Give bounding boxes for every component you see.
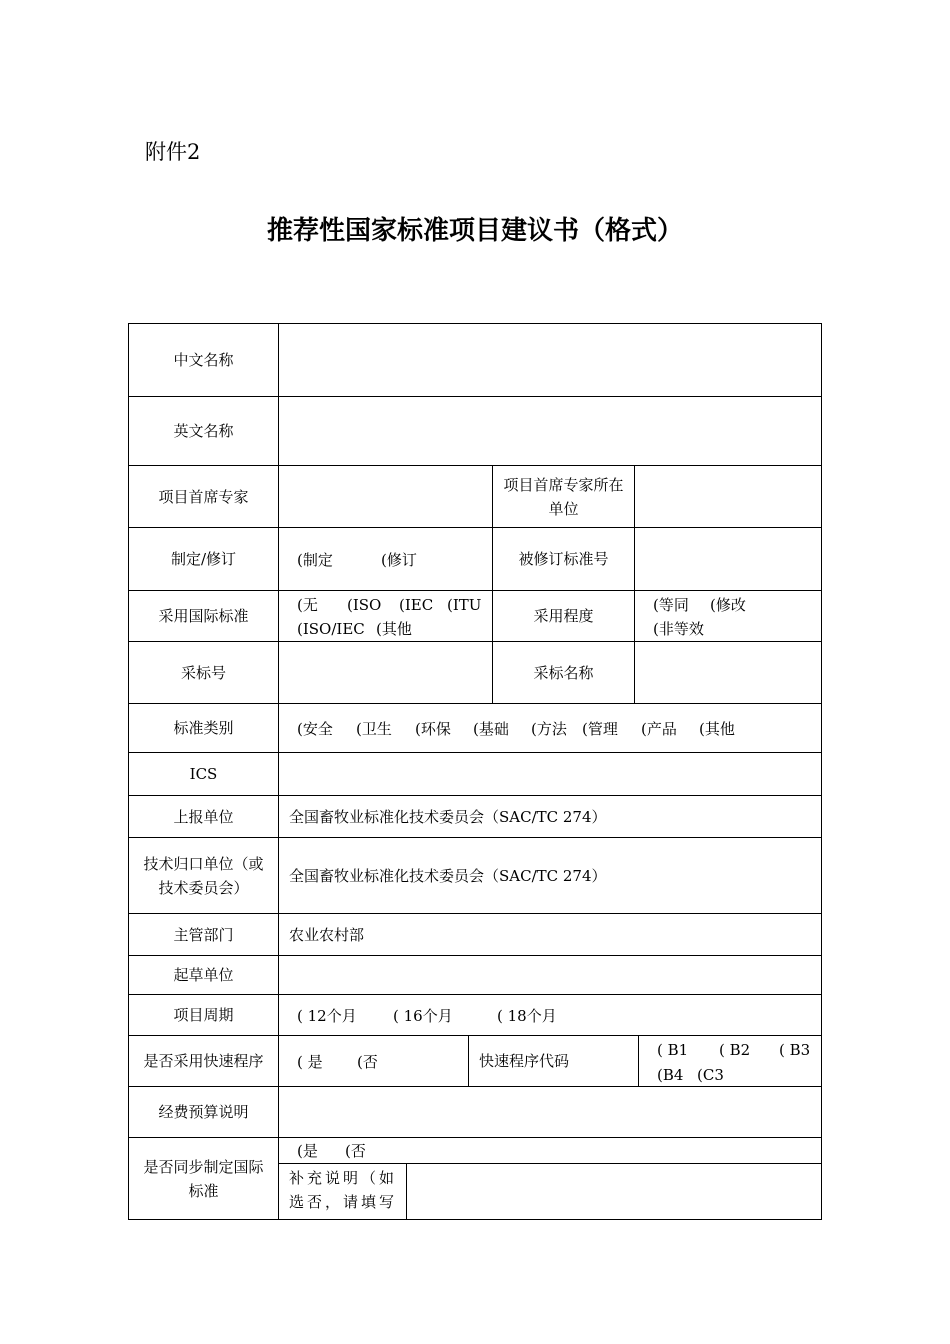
option-product[interactable]: (产品 <box>641 720 677 738</box>
budget-field[interactable] <box>278 1086 822 1138</box>
option-basic[interactable]: (基础 <box>473 720 509 738</box>
intl-std-label: 采用国际标准 <box>128 590 279 642</box>
budget-label: 经费预算说明 <box>128 1086 279 1138</box>
name-cn-field[interactable] <box>278 323 822 397</box>
period-label: 项目周期 <box>128 994 279 1036</box>
option-modified[interactable]: (修改 <box>710 596 746 614</box>
name-en-label: 英文名称 <box>128 396 279 466</box>
ics-field[interactable] <box>278 752 822 796</box>
intl-std-options <box>278 590 493 642</box>
adopted-name-field[interactable] <box>634 641 822 704</box>
fast-track-options <box>278 1035 469 1087</box>
fast-code-label: 快速程序代码 <box>468 1035 639 1087</box>
attachment-label: 附件2 <box>145 140 201 164</box>
revised-std-no-label: 被修订标准号 <box>492 527 635 591</box>
adopted-name-label: 采标名称 <box>492 641 635 704</box>
option-b4[interactable]: (B4 <box>657 1066 684 1084</box>
option-iso-iec[interactable]: (ISO/IEC <box>297 620 365 638</box>
option-b2[interactable]: ( B2 <box>719 1041 751 1059</box>
option-revise[interactable]: (修订 <box>381 551 417 569</box>
revised-std-no-field[interactable] <box>634 527 822 591</box>
option-method[interactable]: (方法 <box>531 720 567 738</box>
option-sync-no[interactable]: (否 <box>345 1142 366 1160</box>
report-unit-field[interactable]: 全国畜牧业标准化技术委员会（SAC/TC 274） <box>278 795 822 838</box>
option-itu[interactable]: (ITU <box>447 596 482 614</box>
adopted-no-field[interactable] <box>278 641 493 704</box>
dept-label: 主管部门 <box>128 913 279 956</box>
chief-expert-unit-label: 项目首席专家所在单位 <box>492 465 635 528</box>
drafter-field[interactable] <box>278 955 822 995</box>
sync-intl-label: 是否同步制定国际标准 <box>128 1137 279 1220</box>
option-iso[interactable]: (ISO <box>347 596 382 614</box>
fast-code-options <box>638 1035 822 1087</box>
option-hygiene[interactable]: (卫生 <box>356 720 392 738</box>
option-b1[interactable]: ( B1 <box>657 1041 689 1059</box>
option-identical[interactable]: (等同 <box>653 596 689 614</box>
tech-unit-field[interactable]: 全国畜牧业标准化技术委员会（SAC/TC 274） <box>278 837 822 914</box>
chief-expert-field[interactable] <box>278 465 493 528</box>
option-other[interactable]: (其他 <box>376 620 412 638</box>
adopt-degree-options <box>634 590 822 642</box>
option-none[interactable]: (无 <box>297 596 318 614</box>
dept-field[interactable]: 农业农村部 <box>278 913 822 956</box>
option-non-equivalent[interactable]: (非等效 <box>653 620 704 638</box>
option-environment[interactable]: (环保 <box>415 720 451 738</box>
option-safety[interactable]: (安全 <box>297 720 333 738</box>
supplement-label: 补充说明（如选否，请填写 <box>278 1163 407 1220</box>
adopt-degree-label: 采用程度 <box>492 590 635 642</box>
option-make[interactable]: (制定 <box>297 551 333 569</box>
option-other-category[interactable]: (其他 <box>699 720 735 738</box>
make-revise-label: 制定/修订 <box>128 527 279 591</box>
option-sync-yes[interactable]: (是 <box>297 1142 318 1160</box>
make-revise-options <box>278 527 493 591</box>
option-no[interactable]: (否 <box>357 1053 378 1071</box>
chief-expert-label: 项目首席专家 <box>128 465 279 528</box>
ics-label: ICS <box>128 752 279 796</box>
category-options <box>278 703 822 753</box>
page-title: 推荐性国家标准项目建议书（格式） <box>266 216 683 246</box>
option-18-months[interactable]: ( 18个月 <box>497 1007 557 1025</box>
adopted-no-label: 采标号 <box>128 641 279 704</box>
category-label: 标准类别 <box>128 703 279 753</box>
name-en-field[interactable] <box>278 396 822 466</box>
name-cn-label: 中文名称 <box>128 323 279 397</box>
option-b3[interactable]: ( B3 <box>779 1041 811 1059</box>
fast-track-label: 是否采用快速程序 <box>128 1035 279 1087</box>
option-16-months[interactable]: ( 16个月 <box>393 1007 453 1025</box>
drafter-label: 起草单位 <box>128 955 279 995</box>
option-12-months[interactable]: ( 12个月 <box>297 1007 357 1025</box>
period-options <box>278 994 822 1036</box>
chief-expert-unit-field[interactable] <box>634 465 822 528</box>
supplement-field[interactable] <box>406 1163 822 1220</box>
option-c3[interactable]: (C3 <box>697 1066 724 1084</box>
tech-unit-label: 技术归口单位（或技术委员会） <box>128 837 279 914</box>
option-iec[interactable]: (IEC <box>399 596 434 614</box>
report-unit-label: 上报单位 <box>128 795 279 838</box>
option-yes[interactable]: ( 是 <box>297 1053 323 1071</box>
sync-intl-options <box>278 1137 822 1164</box>
option-management[interactable]: (管理 <box>582 720 618 738</box>
